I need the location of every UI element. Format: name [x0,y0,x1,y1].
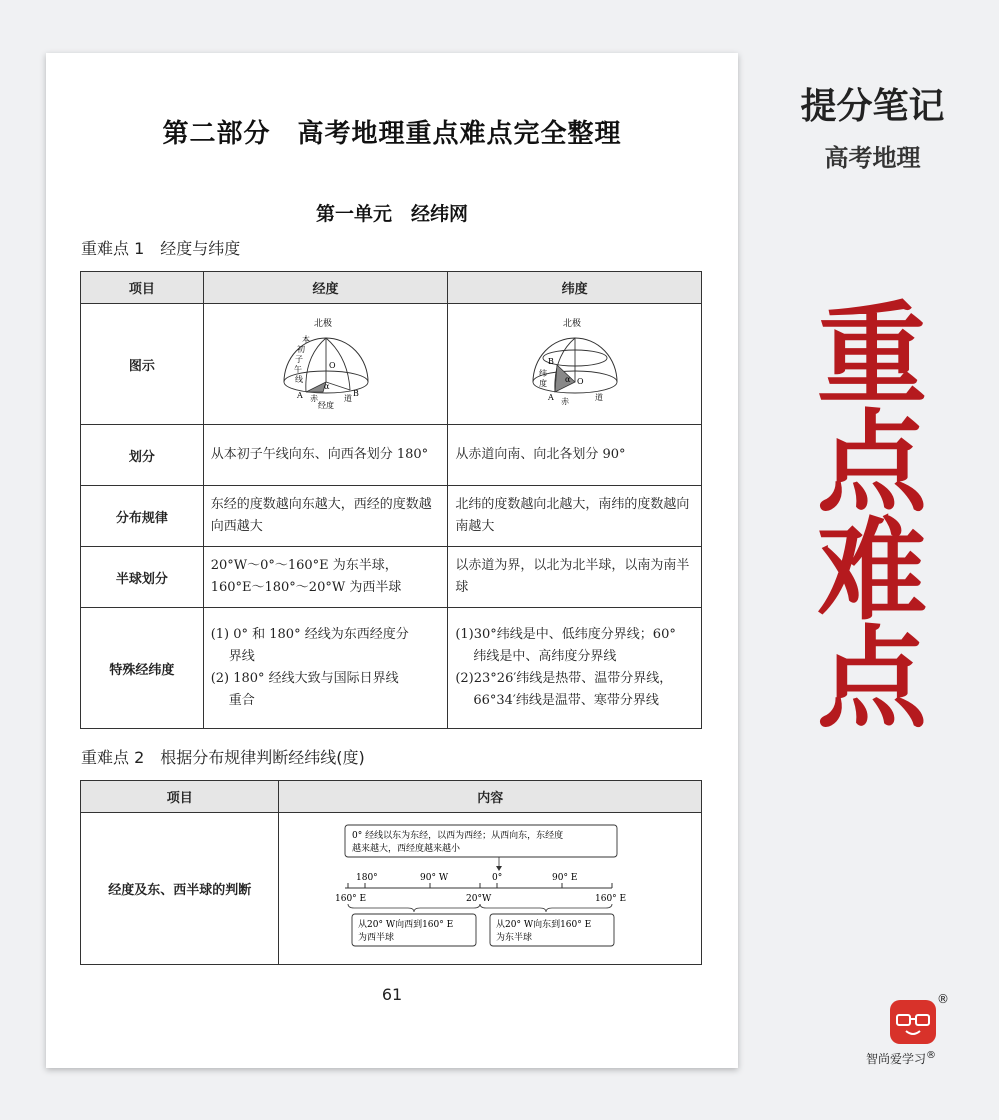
table-header-row [81,272,702,304]
label-du: 度 [538,379,547,388]
logo-text-label: 智尚爱学习 [866,1052,927,1066]
hemisphere-longitude-line: 160°E～180°～20°W 为西半球 [210,580,402,595]
row-label-pattern: 分布规律 [81,486,204,547]
table-header-row [81,781,702,813]
point2-title: 重难点 2 根据分布规律判断经纬线(度) [81,748,365,767]
header-item: 项目 [81,781,279,813]
tick-label-bottom: 160° E [595,893,627,904]
division-latitude: 从赤道向南、向北各划分 90° [448,425,702,486]
row-label-hemisphere: 半球划分 [81,547,204,608]
latitude-globe-diagram [515,312,635,412]
table-row [81,813,702,965]
row-label-special: 特殊经纬度 [81,608,204,729]
logo-reg-mark: ® [937,992,949,1006]
header-latitude: 纬度 [448,272,702,304]
row-label-diagram: 图示 [81,304,204,425]
label-o: O [328,361,336,370]
special-latitude [448,608,702,729]
label-north-pole: 北极 [562,319,581,329]
latitude-diagram-cell [448,304,702,425]
label-meridian-char: 子 [294,355,303,364]
part-title: 第二部分 高考地理重点难点完全整理 [162,119,622,149]
row-label-judgement: 经度及东、西半球的判断 [81,813,279,965]
hemisphere-longitude-line: 20°W～0°～160°E 为东半球， [210,558,398,573]
logo-text-reg: ® [926,1050,937,1061]
east-box-line: 为东半球 [496,932,533,943]
label-a: A [296,391,303,400]
label-alpha: α [564,375,571,384]
label-meridian-char: 午 [293,365,302,374]
label-meridian-char: 初 [296,345,305,354]
label-north-pole: 北极 [313,319,332,329]
longitude-globe-diagram [266,312,386,412]
special-line: (2)23°26′纬线是热带、温带分界线， [455,671,673,686]
label-b: B [547,357,554,366]
label-o: O [576,377,584,386]
label-chi: 赤 [309,394,318,403]
label-alpha: α [323,382,329,391]
tick-label-top: 90° W [420,872,449,883]
special-longitude [203,608,448,729]
logo-text [866,1050,966,1067]
label-meridian-char: 本 [301,335,310,344]
brand-subtitle: 高考地理 [824,144,921,172]
tick-label-top: 180° [356,872,378,883]
pattern-latitude: 北纬的度数越向北越大，南纬的度数越向南越大 [448,486,702,547]
note-line: 越来越大，西经度越来越小 [352,843,461,854]
tick-label-top: 0° [492,872,503,883]
special-line: 66°34′纬线是温带、寒带分界线 [473,693,659,708]
header-item: 项目 [81,272,204,304]
longitude-axis-cell [279,813,702,965]
longitude-latitude-table [80,271,702,729]
table-row [81,608,702,729]
header-content: 内容 [279,781,702,813]
row-label-division: 划分 [81,425,204,486]
logo-icon [888,998,940,1048]
table-row [81,425,702,486]
special-line: (1) 0° 和 180° 经线为东西经度分 [210,627,409,642]
division-longitude: 从本初子午线向东、向西各划分 180° [203,425,448,486]
special-line: 纬线是中、高纬度分界线 [473,649,617,664]
note-line: 0° 经线以东为东经，以西为西经；从西向东，东经度 [352,830,564,841]
label-b: B [352,389,359,398]
hemisphere-judgement-table [80,780,702,965]
pattern-longitude: 东经的度数越向东越大，西经的度数越向西越大 [203,486,448,547]
tick-label-top: 90° E [552,872,578,883]
tick-label-bottom: 160° E [335,893,367,904]
special-line: (1)30°纬线是中、低纬度分界线；60° [455,627,676,642]
label-dao: 道 [594,393,603,402]
label-jingdu: 经度 [317,401,334,410]
label-a: A [547,393,554,402]
big-char: 难 [817,507,927,635]
label-meridian-char: 线 [294,375,303,384]
special-line: (2) 180° 经线大致与国际日界线 [210,671,399,686]
label-dao: 道 [343,394,352,403]
page-number: 61 [381,985,403,1004]
special-line: 界线 [228,649,255,664]
tick-label-bottom: 20°W [466,893,492,904]
table-row [81,547,702,608]
table-row [81,486,702,547]
brand-title: 提分笔记 [800,86,945,127]
label-chi: 赤 [560,397,569,406]
special-line: 重合 [228,693,255,708]
longitude-axis-diagram [335,821,640,953]
west-box-line: 为西半球 [358,932,395,943]
east-box-line: 从20° W向东到160° E [496,919,592,930]
big-char: 点 [817,615,927,743]
document-page [46,53,738,1068]
unit-title: 第一单元 经纬网 [315,203,468,225]
hemisphere-longitude [203,547,448,608]
point1-title: 重难点 1 经度与纬度 [81,239,241,258]
big-char: 重 [817,291,927,419]
header-longitude: 经度 [203,272,448,304]
longitude-diagram-cell [203,304,448,425]
hemisphere-latitude: 以赤道为界，以北为北半球，以南为南半球 [448,547,702,608]
big-char: 点 [817,399,927,527]
table-row [81,304,702,425]
label-wei: 纬 [538,369,547,378]
west-box-line: 从20° W向西到160° E [358,919,454,930]
